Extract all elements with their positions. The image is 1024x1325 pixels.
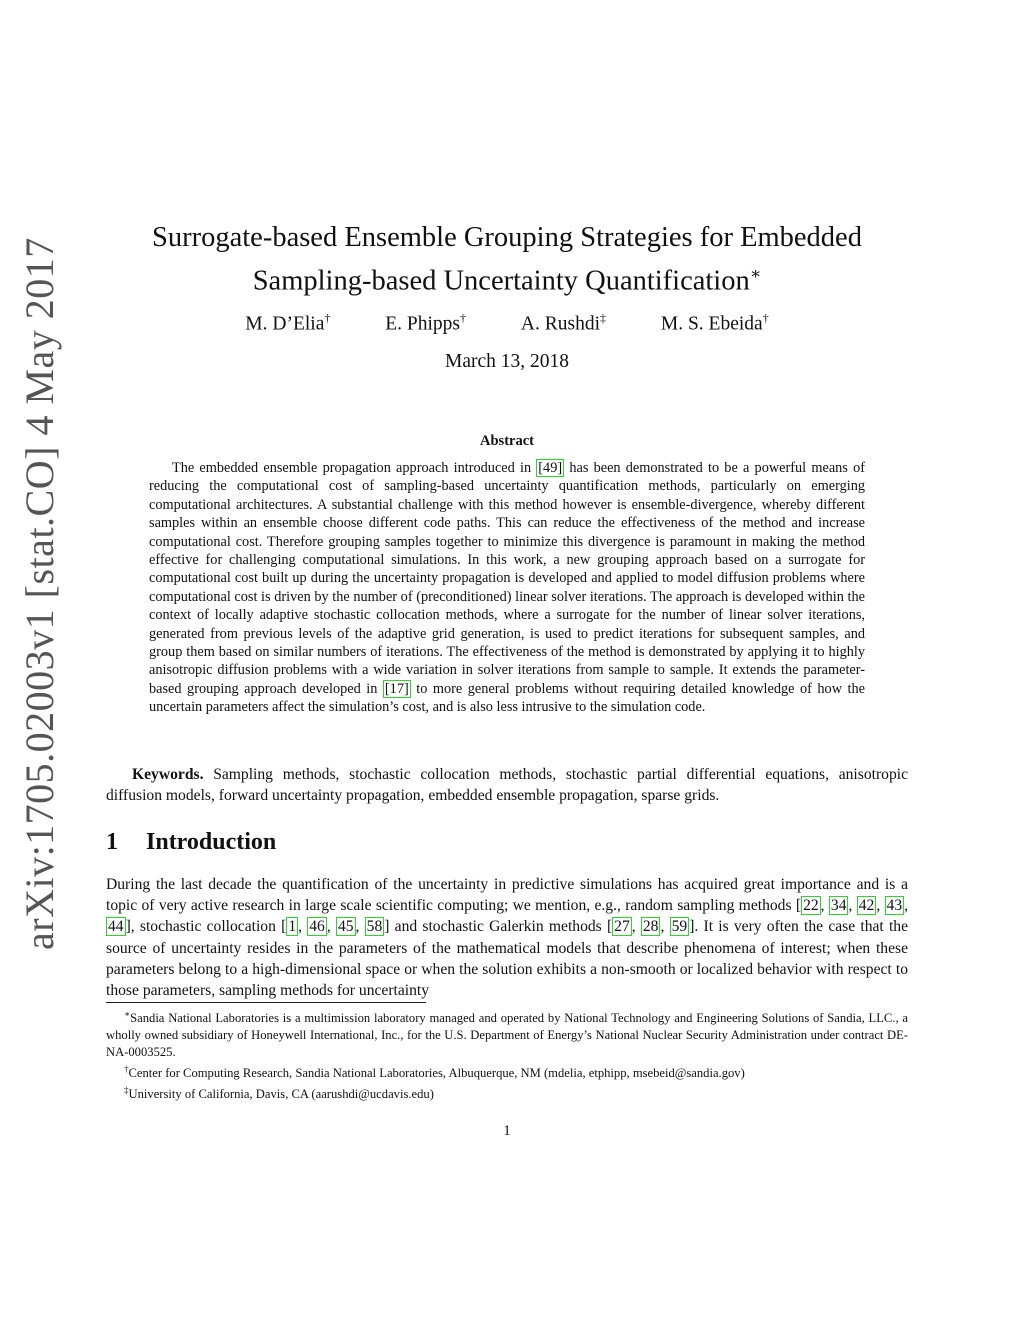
intro-text: ]. It is very often the case that the source of uncertainty resides in the parameters of the mathematical models that describe phenomena of interest; when these parameters belong to a high-dimensional space or when the solution exhibits a non-smooth or localized behavior with respect to those parameters, sampling methods for uncertainty	[106, 918, 909, 1000]
paper-title	[100, 220, 914, 300]
page-number: 1	[503, 1123, 511, 1139]
author-phipps	[385, 311, 466, 336]
footnote-divider	[106, 1002, 426, 1003]
citation-link[interactable]: [17]	[384, 680, 409, 697]
section-title: Introduction	[146, 829, 277, 855]
footnote-text: Sandia National Laboratories is a multimission laboratory managed and operated by National Technology and Engineering Solutions of Sandia, LLC., a wholly owned subsidiary of Honeywell International, Inc., for the U.S. Department of Energy’s National Nuclear Security Administration under contract DE-NA-0003525.	[106, 1011, 908, 1060]
citation-link[interactable]: 46	[309, 918, 325, 936]
footnote-marker: ‡	[124, 1085, 129, 1096]
citation-link[interactable]: 44	[108, 918, 124, 936]
arxiv-identifier-stamp: arXiv:1705.02003v1 [stat.CO] 4 May 2017	[17, 237, 62, 950]
title-line-1: Surrogate-based Ensemble Grouping Strategies for Embedded	[152, 222, 862, 253]
citation-link[interactable]: 34	[830, 897, 847, 915]
author-name: M. S. Ebeida	[660, 313, 763, 335]
citation-link[interactable]: 43	[886, 897, 903, 915]
citation-link[interactable]: 28	[642, 918, 659, 936]
abstract-heading: Abstract	[480, 433, 534, 449]
author-name: A. Rushdi	[520, 313, 600, 335]
citation-link[interactable]: 1	[288, 918, 297, 936]
section-number: 1	[106, 829, 118, 855]
footnote-text: Center for Computing Research, Sandia National Laboratories, Albuquerque, NM (mdelia, etphipp, msebeid@sandia.gov)	[128, 1066, 745, 1081]
title-footnote-marker[interactable]: ∗	[749, 264, 762, 283]
citation-link[interactable]: [49]	[538, 460, 563, 476]
author-name: M. D’Elia	[245, 313, 325, 335]
citation-link[interactable]: 27	[614, 918, 630, 936]
citation-link[interactable]: 58	[366, 918, 383, 936]
keywords-paragraph	[106, 764, 908, 806]
author-name: E. Phipps	[385, 313, 461, 335]
author-delia	[245, 311, 330, 336]
abstract-text: has been demonstrated to be a powerful means of reducing the computational cost of sampling-based uncertainty quantification methods, particularly on emerging computational architectures. A substantial challenge with this method however is ensemble-divergence, whereby different samples within an ensemble choose different code paths. This can reduce the effectiveness of the method and increase computational cost. Therefore grouping samples together to minimize this divergence is paramount in making the method effective for challenging computational simulations. In this work, a new grouping approach based on a surrogate for computational cost built up during the uncertainty propagation is developed and applied to model diffusion problems where computational cost is driven by the number of (preconditioned) linear solver iterations. The approach is developed within the context of locally adaptive stochastic collocation methods, where a surrogate for the number of linear solver iterations, generated from previous levels of the adaptive grid generation, is used to predict iterations for subsequent samples, and group them based on similar numbers of iterations. The effectiveness of the method is demonstrated by applying it to highly anisotropic diffusion problems with a wide variation in solver iterations from sample to sample. It extends the parameter-based grouping approach developed in	[149, 460, 865, 697]
footnote-funding	[106, 1006, 908, 1061]
author-ebeida	[661, 311, 769, 336]
footnote-affiliation-sandia	[106, 1061, 908, 1082]
abstract-paragraph	[149, 459, 865, 717]
title-line-2	[100, 256, 914, 300]
affiliation-marker[interactable]: ‡	[600, 311, 606, 325]
introduction-paragraph: During the last decade the quantification of the uncertainty in predictive simulations has acquired great importance and is a topic of very active research in large scale scientific computing; we mention, e.g., random sampling methods [ 22 , 34 , 42 , 43 , 44 ], stochastic collocation [ 1 , 46 , 45 , 58 ] and stochastic Galerkin methods [ 27 , 28 , 59 ]. It is very often the case that the source of uncertainty resides in the parameters of the mathematical models that describe phenomena of interest; when these parameters belong to a high-dimensional space or when the solution exhibits a non-smooth or localized behavior with respect to those parameters, sampling methods for uncertainty	[106, 876, 909, 1000]
keywords-label: Keywords.	[132, 766, 204, 783]
intro-text: ], stochastic collocation [	[125, 918, 287, 936]
footnote-text: University of California, Davis, CA (aarushdi@ucdavis.edu)	[128, 1087, 434, 1102]
section-heading-introduction	[106, 829, 276, 856]
affiliation-marker[interactable]: †	[460, 311, 467, 325]
abstract-body	[149, 459, 865, 717]
footnote-marker: ∗	[124, 1009, 131, 1019]
author-rushdi	[521, 311, 606, 336]
introduction-body	[106, 874, 908, 1001]
footnote-affiliation-ucdavis	[106, 1082, 908, 1103]
abstract-text: The embedded ensemble propagation approach introduced in	[172, 460, 537, 476]
affiliation-marker[interactable]: †	[324, 311, 331, 325]
intro-text: During the last decade the quantification of the uncertainty in predictive simulations has acquired great importance and is a topic of very active research in large scale scientific computing; we mention, e.g., random sampling methods [	[106, 876, 908, 915]
title-line-2-text: Sampling-based Uncertainty Quantification	[252, 265, 750, 297]
keywords-block	[106, 764, 908, 806]
citation-link[interactable]: 45	[337, 918, 354, 936]
footnote-marker: †	[124, 1064, 129, 1075]
citation-link[interactable]: 59	[671, 918, 688, 936]
affiliation-marker[interactable]: †	[762, 311, 769, 325]
paper-date: March 13, 2018	[444, 351, 570, 372]
abstract-text: to more general problems without requiring detailed knowledge of how the uncertain parameters affect the simulation’s cost, and is also less intrusive to the simulation code.	[149, 680, 865, 716]
intro-text: ] and stochastic Galerkin methods [	[384, 918, 613, 936]
citation-link[interactable]: 22	[803, 897, 819, 915]
keywords-text: Sampling methods, stochastic collocation methods, stochastic partial differential equations, anisotropic diffusion models, forward uncertainty propagation, embedded ensemble propagation, sparse grids.	[106, 766, 908, 804]
citation-link[interactable]: 42	[858, 897, 875, 915]
footnotes	[106, 1006, 908, 1104]
author-list	[100, 311, 914, 336]
